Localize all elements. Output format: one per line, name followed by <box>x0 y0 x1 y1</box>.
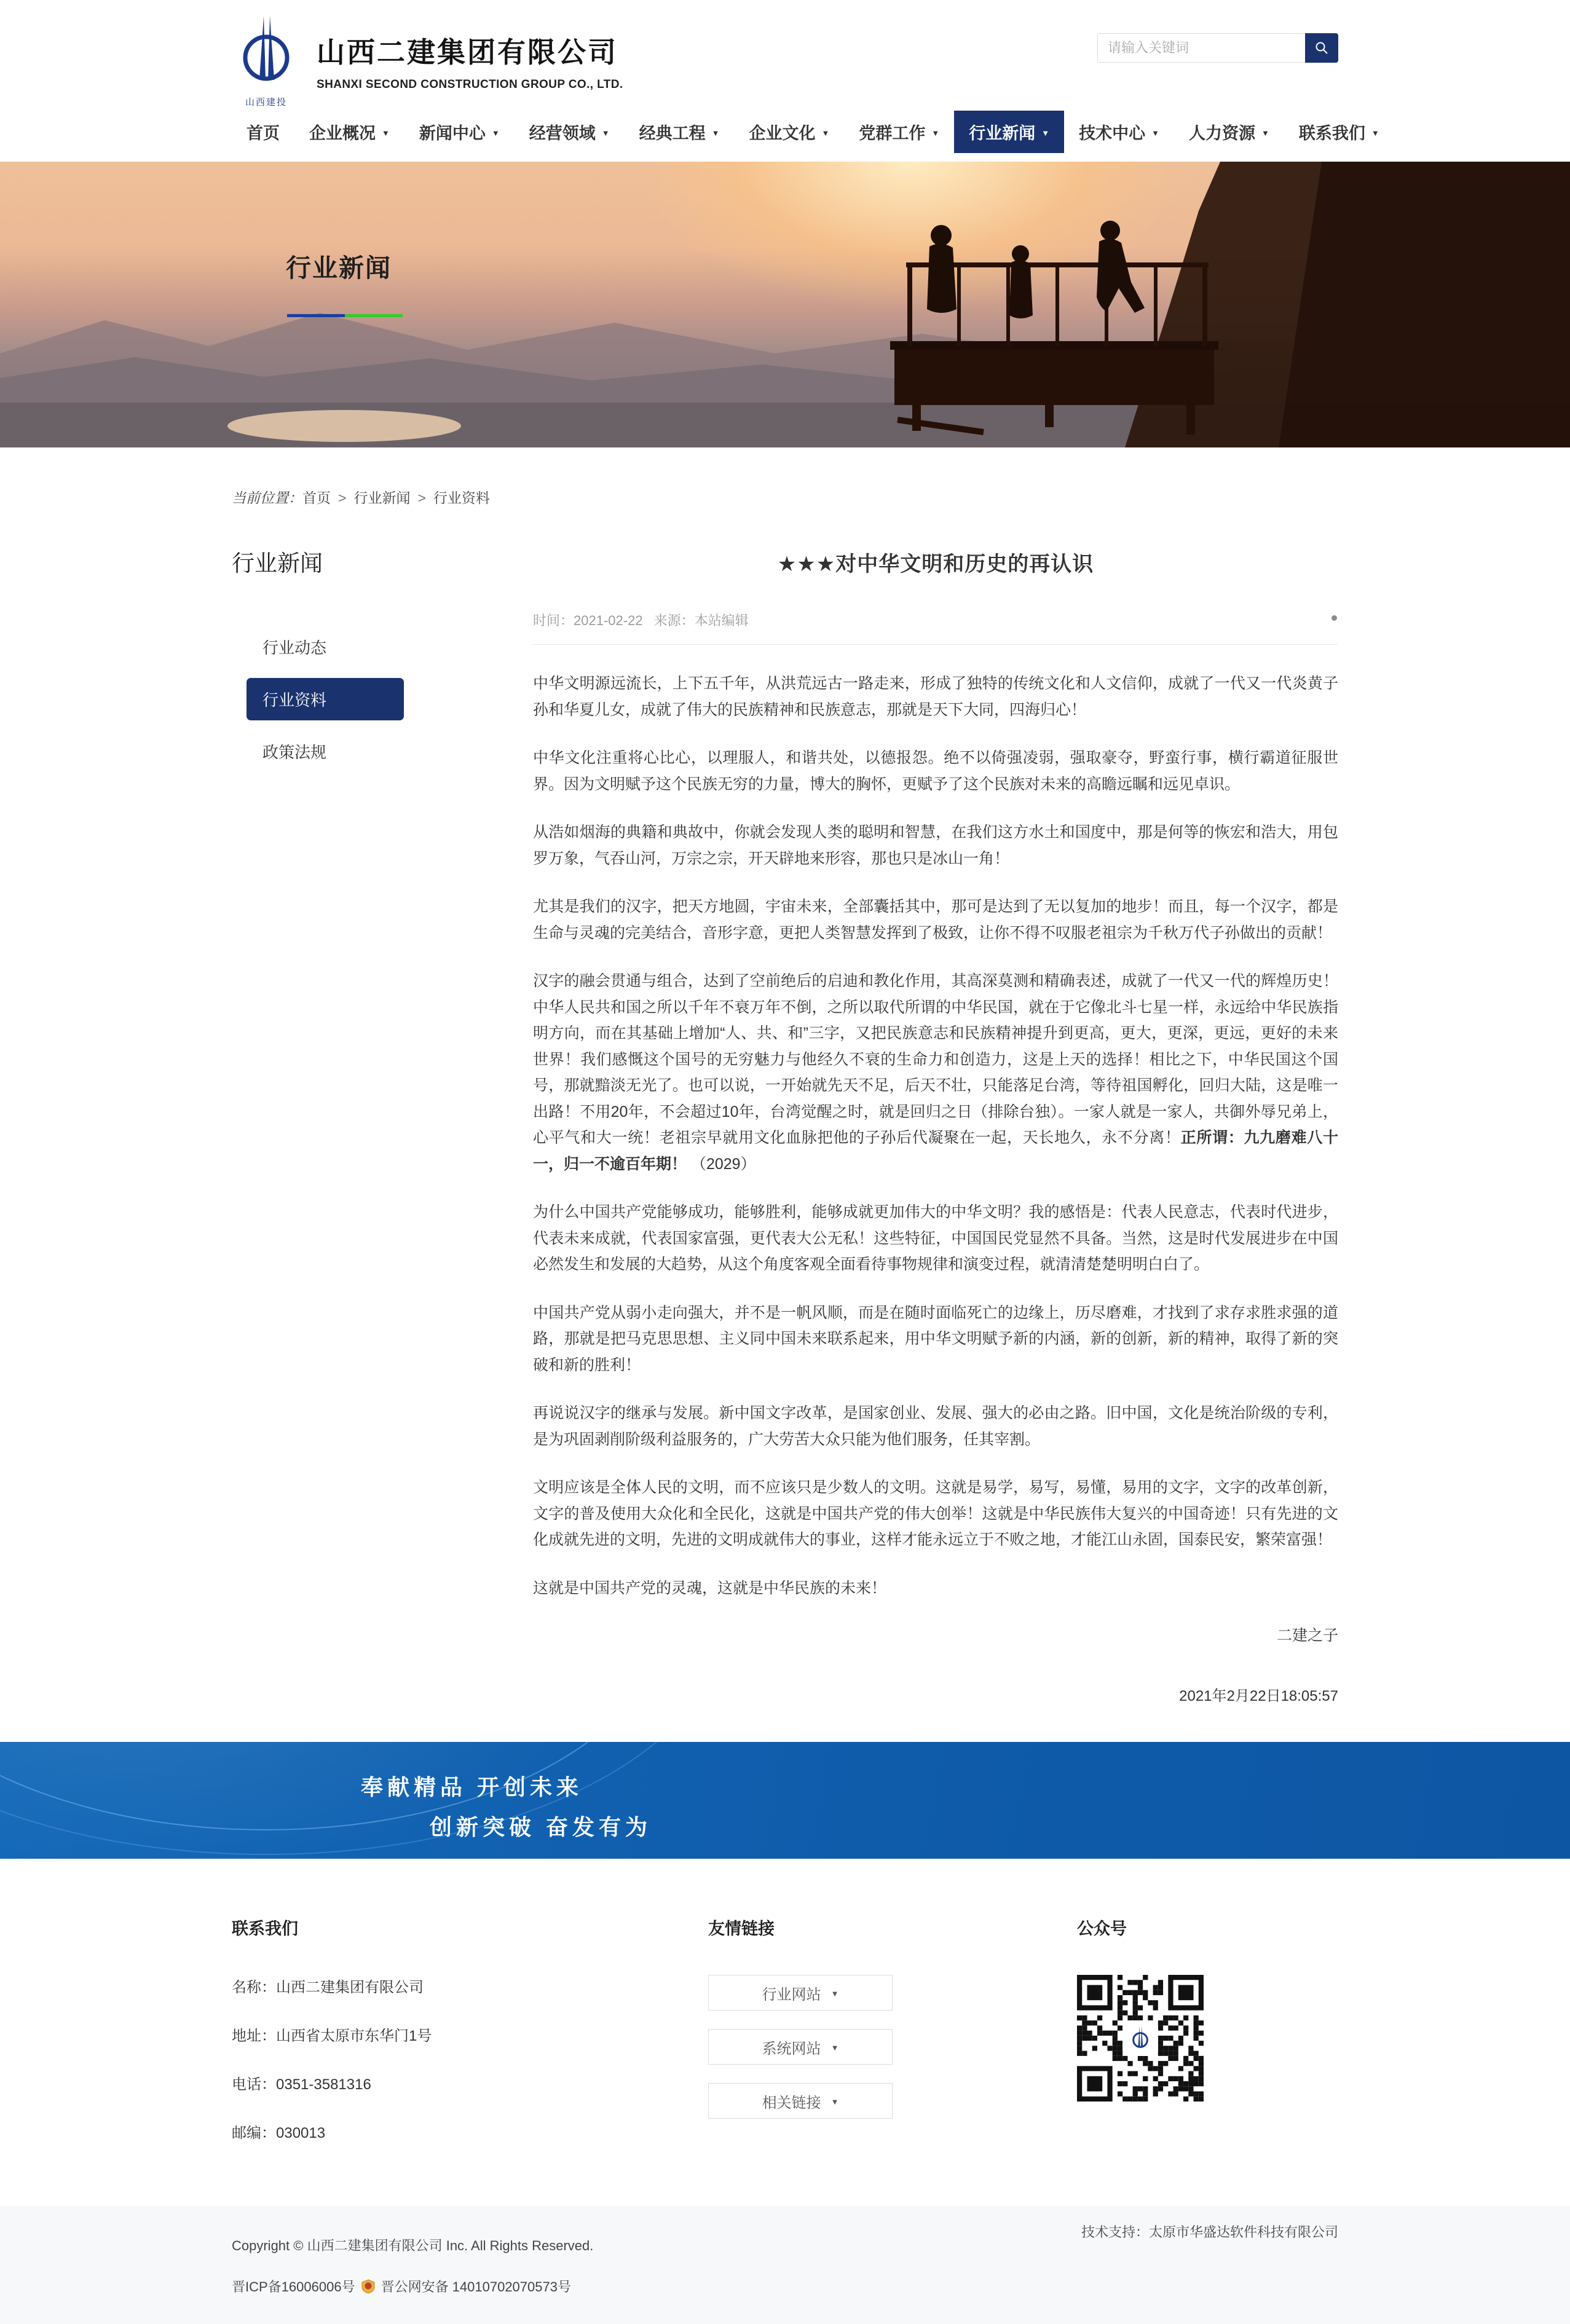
sidebar <box>232 541 404 1742</box>
article-meta <box>533 610 1338 645</box>
paragraph-text: 从浩如烟海的典籍和典故中，你就会发现人类的聪明和智慧，在我们这方水土和国度中，那是何等的恢宏和浩大，用包罗万象，气吞山河，万宗之宗，开天辟地来形容，那也只是冰山一角！ <box>533 824 1338 867</box>
search-bar <box>1097 33 1338 63</box>
sidebar-item-政策法规[interactable]: 政策法规 <box>262 743 327 762</box>
page-title: 行业新闻 <box>286 254 392 282</box>
paragraph-bold-text: 正所谓：九九磨难八十一，归一不逾百年期！ <box>533 1129 1338 1173</box>
logo-caption: 山西建投 <box>245 97 287 108</box>
chevron-down-icon: ▼ <box>931 128 940 138</box>
article-paragraph <box>533 1475 1338 1553</box>
chevron-down-icon: ▼ <box>821 128 830 138</box>
article <box>533 541 1338 1742</box>
chevron-down-icon: ▼ <box>711 128 720 138</box>
sidebar-menu <box>232 626 404 773</box>
footer-link-相关链接[interactable] <box>708 2083 893 2119</box>
nav-item-label: 行业新闻 <box>969 124 1036 143</box>
meta-dot <box>1331 615 1337 621</box>
breadcrumb-separator: > <box>338 490 347 506</box>
title-underline <box>287 314 403 317</box>
breadcrumb-prefix: 当前位置： <box>232 490 302 506</box>
slogan-line-2: 创新突破 奋发有为 <box>430 1814 652 1840</box>
nav-item-label: 人力资源 <box>1189 124 1255 143</box>
icp-link[interactable]: 晋ICP备16006006号 <box>232 2279 355 2294</box>
footer-link-label: 相关链接 <box>762 2094 821 2111</box>
chevron-down-icon: ▼ <box>601 128 610 138</box>
footer-contact-title: 联系我们 <box>232 1920 298 1938</box>
nav-item-label: 技术中心 <box>1079 124 1146 143</box>
chevron-down-icon: ▼ <box>830 1988 839 1998</box>
chevron-down-icon: ▼ <box>491 128 500 138</box>
nav-item-行业新闻[interactable] <box>954 111 1064 153</box>
nav-item-企业概况[interactable] <box>294 111 404 153</box>
article-paragraph <box>533 745 1338 797</box>
nav-item-联系我们[interactable] <box>1284 111 1394 153</box>
nav-item-label: 新闻中心 <box>419 124 486 143</box>
nav-item-label: 经营领域 <box>529 124 596 143</box>
paragraph-text: 为什么中国共产党能够成功，能够胜利，能够成就更加伟大的中华文明？我的感悟是：代表人民意志，代表时代进步，代表未来成就，代表国家富强，更代表大公无私！这些特征，中国国民党显然不具备。当然，这是时代发展进步在中国必然发生和发展的大趋势，从这个角度客观全面看待事物规律和演变过程，就清清楚楚明明白白了。 <box>533 1203 1338 1273</box>
paragraph-text: 这就是中国共产党的灵魂，这就是中华民族的未来！ <box>533 1579 887 1597</box>
article-title: ★★★对中华文明和历史的再认识 <box>777 553 1094 576</box>
article-paragraph <box>533 894 1338 946</box>
contact-item: 电话：0351-3581316 <box>232 2076 371 2093</box>
sidebar-title: 行业新闻 <box>232 551 323 576</box>
qr-center-logo-icon <box>1124 2022 1156 2054</box>
paragraph-text: 汉字的融会贯通与组合，达到了空前绝后的启迪和教化作用，其高深莫测和精确表述，成就了一代又一代的辉煌历史！中华人民共和国之所以千年不衰万年不倒，之所以取代所谓的中华民国，就在于它像北斗七星一样，永远给中华民族指明方向，而在其基础上增加“人、共、和”三字，又把民族意志和民族精神提升到更高，更大，更深，更远，更好的未来世界！我们感慨这个国号的无穷魅力与他经久不衰的生命力和创造力，这是上天的选择！相比之下，中华民国这个国号，那就黯淡无光了。也可以说，一开始就先天不足，后天不壮，只能落足台湾，等待祖国孵化，回归大陆，这是唯一出路！不用20年，不会超过10年，台湾觉醒之时，就是回归之日（排除台独）。一家人就是一家人，共御外辱兄弟上，心平气和大一统！老祖宗早就用文化血脉把他的子孙后代凝聚在一起，天长地久，永不分离！ <box>533 972 1338 1146</box>
footer-link-label: 系统网站 <box>762 2040 821 2057</box>
article-paragraph <box>533 819 1338 872</box>
chevron-down-icon: ▼ <box>1371 128 1379 138</box>
paragraph-text: 再说说汉字的继承与发展。新中国文字改革，是国家创业、发展、强大的必由之路。旧中国，文化是统治阶级的专利，是为巩固剥削阶级利益服务的，广大劳苦大众只能为他们服务，任其宰割。 <box>533 1404 1338 1448</box>
footer-links <box>708 1915 1077 2169</box>
police-record-link[interactable]: 晋公网安备 14010702070573号 <box>381 2279 571 2294</box>
nav-item-技术中心[interactable] <box>1064 111 1174 153</box>
footer-link-行业网站[interactable] <box>708 1975 893 2011</box>
tech-support: 技术支持：太原市华盛达软件科技有限公司 <box>1081 2224 1338 2240</box>
footer-link-label: 行业网站 <box>762 1986 821 2003</box>
slogan-band <box>0 1742 1570 1859</box>
nav-item-党群工作[interactable] <box>844 111 954 153</box>
nav-item-企业文化[interactable] <box>735 111 845 153</box>
nav-item-经典工程[interactable] <box>625 111 735 153</box>
site-header <box>0 0 1570 162</box>
wechat-qr-code <box>1077 1975 1204 2101</box>
breadcrumb-items <box>302 490 490 506</box>
article-datetime: 2021年2月22日18:05:57 <box>1179 1688 1338 1704</box>
search-icon <box>1314 41 1329 55</box>
nav-item-人力资源[interactable] <box>1174 111 1284 153</box>
site-footer <box>0 1859 1570 2206</box>
nav-item-经营领域[interactable] <box>515 111 625 153</box>
footer-wechat-title: 公众号 <box>1077 1920 1127 1938</box>
paragraph-text: 尤其是我们的汉字，把天方地圆，宇宙未来，全部囊括其中，那可是达到了无以复加的地步！而且，每一个汉字，都是生命与灵魂的完美结合，音形字意，更把人类智慧发挥到了极致，让你不得不叹服老祖宗为千秋万代子孙做出的贡献！ <box>533 898 1338 942</box>
company-emblem-icon <box>235 14 297 91</box>
main-nav <box>232 108 1379 162</box>
company-name-en: SHANXI SECOND CONSTRUCTION GROUP CO., LTD. <box>317 78 623 91</box>
slogan-line-1: 奉献精品 开创未来 <box>361 1775 583 1800</box>
meta-time-value: 2021-02-22 <box>574 613 643 628</box>
article-paragraph <box>533 671 1338 723</box>
footer-link-buttons <box>708 1975 1077 2119</box>
article-paragraph <box>533 1300 1338 1379</box>
article-paragraph <box>533 1400 1338 1452</box>
footer-contact <box>232 1915 708 2169</box>
sidebar-item-行业资料[interactable]: 行业资料 <box>247 678 404 720</box>
footer-contact-items <box>232 1975 708 2142</box>
bottom-bar <box>0 2206 1570 2324</box>
paragraph-text: 中华文明源远流长，上下五千年，从洪荒远古一路走来，形成了独特的传统文化和人文信仰，成就了一代又一代炎黄子孙和华夏儿女，成就了伟大的民族精神和民族意志，那就是天下大同，四海归心！ <box>533 675 1338 719</box>
meta-time-label: 时间： <box>533 613 574 628</box>
article-paragraph <box>533 1199 1338 1278</box>
police-badge-icon <box>361 2279 375 2294</box>
search-button[interactable] <box>1305 33 1338 63</box>
chevron-down-icon: ▼ <box>830 2042 839 2052</box>
breadcrumb-link[interactable]: 行业新闻 <box>353 490 411 506</box>
breadcrumb-separator: > <box>417 490 426 506</box>
nav-item-label: 首页 <box>247 124 280 143</box>
copyright: Copyright © 山西二建集团有限公司 Inc. All Rights Reserved. <box>232 2238 594 2253</box>
chevron-down-icon: ▼ <box>1151 128 1159 138</box>
nav-item-新闻中心[interactable] <box>404 111 515 153</box>
paragraph-text: 文明应该是全体人民的文明，而不应该只是少数人的文明。这就是易学，易写，易懂，易用的文字，文字的改革创新，文字的普及使用大众化和全民化，这就是中国共产党的伟大创举！这就是中华民族伟大复兴的中国奇迹！只有先进的文化成就先进的文明，先进的文明成就伟大的事业，这样才能永远立于不败之地，才能江山永固，国泰民安，繁荣富强！ <box>533 1479 1338 1548</box>
page-banner <box>0 162 1570 447</box>
nav-item-label: 企业概况 <box>309 124 376 143</box>
paragraph-text: 中华文化注重将心比心，以理服人，和谐共处，以德报怨。绝不以倚强凌弱，强取豪夺，野蛮行事，横行霸道征服世界。因为文明赋予这个民族无穷的力量，博大的胸怀，更赋予了这个民族对未来的高瞻远瞩和远见卓识。 <box>533 749 1338 793</box>
article-paragraph <box>533 968 1338 1177</box>
company-name: 山西二建集团有限公司 <box>317 36 618 68</box>
breadcrumb-link[interactable]: 首页 <box>302 490 331 506</box>
chevron-down-icon: ▼ <box>382 128 390 138</box>
contact-item: 名称：山西二建集团有限公司 <box>232 1979 424 1996</box>
chevron-down-icon: ▼ <box>830 2097 839 2106</box>
contact-item: 邮编：030013 <box>232 2125 326 2141</box>
footer-links-title: 友情链接 <box>708 1920 775 1938</box>
nav-item-label: 党群工作 <box>859 124 926 143</box>
breadcrumb <box>232 487 1338 507</box>
nav-item-label: 企业文化 <box>749 124 816 143</box>
nav-item-label: 联系我们 <box>1298 124 1365 143</box>
company-logo <box>232 14 623 108</box>
chevron-down-icon: ▼ <box>1261 128 1269 138</box>
meta-source-label: 来源： <box>653 613 695 628</box>
nav-item-首页[interactable] <box>232 111 294 153</box>
paragraph-text: （2029） <box>687 1155 756 1173</box>
paragraph-text: 中国共产党从弱小走向强大，并不是一帆风顺，而是在随时面临死亡的边缘上，历尽磨难，才找到了求存求胜求强的道路，那就是把马克思思想、主义同中国未来联系起来，用中华文明赋予新的内涵，新的创新，新的精神，取得了新的突破和新的胜利！ <box>533 1304 1338 1374</box>
article-paragraph <box>533 1575 1338 1602</box>
footer-link-系统网站[interactable] <box>708 2029 893 2065</box>
chevron-down-icon: ▼ <box>1041 128 1050 138</box>
search-input[interactable] <box>1097 33 1305 63</box>
contact-item: 地址：山西省太原市东华门1号 <box>232 2028 432 2044</box>
meta-source-value: 本站编辑 <box>694 613 749 628</box>
article-signature: 二建之子 <box>1276 1627 1338 1644</box>
article-body <box>533 671 1338 1601</box>
breadcrumb-link[interactable]: 行业资料 <box>433 490 490 506</box>
sidebar-item-行业动态[interactable]: 行业动态 <box>262 639 327 657</box>
footer-wechat <box>1077 1915 1338 2169</box>
nav-item-label: 经典工程 <box>639 124 706 143</box>
